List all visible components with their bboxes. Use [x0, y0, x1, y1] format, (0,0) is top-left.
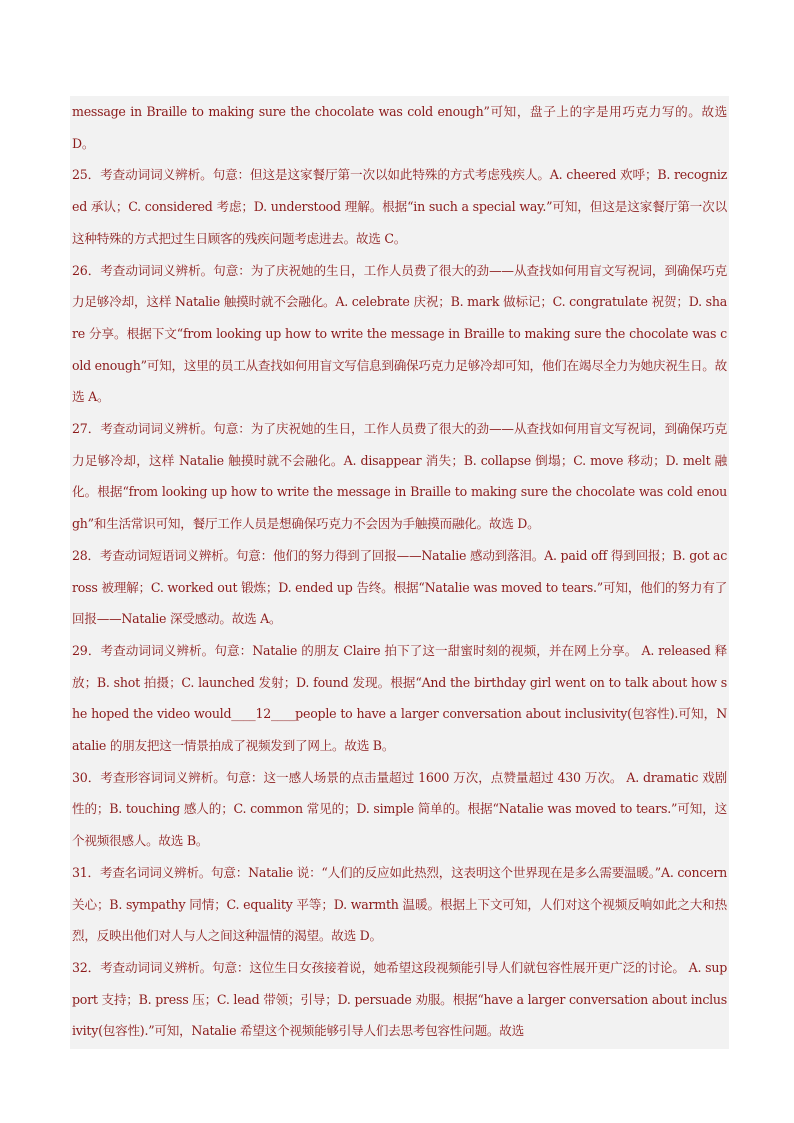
explanation-paragraph-29: 29．考查动词词义辨析。句意：Natalie 的朋友 Claire 拍下了这一甜蜜时刻的视频，并在网上分享。 A. released 释放；B. shot 拍摄；C. launched 发射；D. found 发现。根据“And the birthday girl went on to talk about how she hoped the video would____12____people to have a larger conversation about inclusivity(包容性).可知，Natalie 的朋友把这一情景拍成了视频发到了网上。故选 B。 — [72, 642, 727, 754]
explanation-paragraph-27: 27．考查动词词义辨析。句意：为了庆祝她的生日，工作人员费了很大的劲——从查找如何用盲文写祝词，到确保巧克力足够冷却，这样 Natalie 触摸时就不会融化。A. disappear 消失；B. collapse 倒塌；C. move 移动；D. melt 融化。根据“from looking up how to write the message in Braille to making sure the chocolate was cold enough”和生活常识可知，餐厅工作人员是想确保巧克力不会因为手触摸而融化。故选 D。 — [72, 421, 727, 532]
explanation-paragraph-24-end: message in Braille to making sure the chocolate was cold enough”可知，盘子上的字是用巧克力写的。故选 D。 — [72, 104, 727, 151]
explanation-paragraph-25: 25．考查动词词义辨析。句意：但这是这家餐厅第一次以如此特殊的方式考虑残疾人。A. cheered 欢呼；B. recognized 承认；C. considered 考虑；D. understood 理解。根据“in such a special way.”可知，但这是这家餐厅第一次以这种特殊的方式把过生日顾客的残疾问题考虑进去。故选 C。 — [72, 167, 727, 246]
answer-explanations — [70, 96, 729, 1049]
explanation-paragraph-28: 28．考查动词短语词义辨析。句意：他们的努力得到了回报——Natalie 感动到落泪。A. paid off 得到回报；B. got across 被理解；C. worked out 锻炼；D. ended up 告终。根据“Natalie was moved to tears.”可知，他们的努力有了回报——Natalie 深受感动。故选 A。 — [72, 547, 727, 627]
explanation-paragraph-32: 32．考查动词词义辨析。句意：这位生日女孩接着说，她希望这段视频能引导人们就包容性展开更广泛的讨论。 A. support 支持；B. press 压；C. lead 带领；引导；D. persuade 劝服。根据“have a larger conversation about inclusivity(包容性).”可知，Natalie 希望这个视频能够引导人们去思考包容性问题。故选 — [72, 959, 727, 1039]
explanation-paragraph-31: 31．考查名词词义辨析。句意：Natalie 说：“人们的反应如此热烈，这表明这个世界现在是多么需要温暖。”A. concern 关心；B. sympathy 同情；C. equality 平等；D. warmth 温暖。根据上下文可知，人们对这个视频反响如此之大和热烈，反映出他们对人与人之间这种温情的渴望。故选 D。 — [72, 864, 727, 944]
explanation-paragraph-26: 26．考查动词词义辨析。句意：为了庆祝她的生日，工作人员费了很大的劲——从查找如何用盲文写祝词，到确保巧克力足够冷却，这样 Natalie 触摸时就不会融化。A. celebrate 庆祝；B. mark 做标记；C. congratulate 祝贺；D. share 分享。根据下文“from looking up how to write the message in Braille to making sure the chocolate was cold enough”可知，这里的员工从查找如何用盲文写信息到确保巧克力足够冷却可知，他们在竭尽全力为她庆祝生日。故选 A。 — [72, 262, 727, 405]
explanation-paragraph-30: 30．考查形容词词义辨析。句意：这一感人场景的点击量超过 1600 万次，点赞量超过 430 万次。 A. dramatic 戏剧性的；B. touching 感人的；C. common 常见的；D. simple 简单的。根据“Natalie was moved to tears.”可知，这个视频很感人。故选 B。 — [72, 769, 727, 849]
